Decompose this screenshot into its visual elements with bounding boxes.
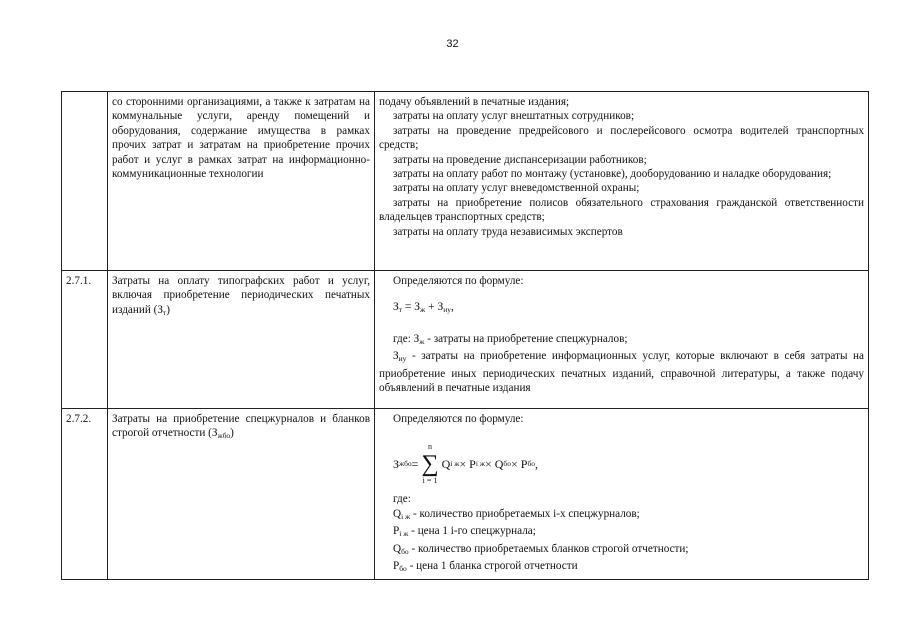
row-number-cell <box>62 92 108 271</box>
row-number-cell: 2.7.2. <box>62 409 108 580</box>
where-line: где: <box>393 493 411 506</box>
cost-item: затраты на проведение предрейсового и послерейсового осмотра водителей транспортных средств; <box>379 124 864 152</box>
formula-intro: Определяются по формуле: <box>393 275 524 287</box>
cost-description-cell <box>375 271 869 409</box>
cost-item: затраты на приобретение полисов обязательного страхования гражданской ответственности владельцев транспортных средств; <box>379 196 864 224</box>
cost-name-cell: Затраты на приобретение спецжурналов и бланков строгой отчетности $(З_{жбо})$ <box>108 409 375 580</box>
definition-item: $P_{бо}$ - цена 1 бланка строгой отчетности <box>393 560 578 574</box>
cost-description-cell <box>375 92 869 271</box>
definitions-list <box>379 507 864 577</box>
where-line: где: $З_ж$ - затраты на приобретение спецжурналов; <box>393 332 628 346</box>
sigma-symbol: n ∑ i = 1 <box>421 442 439 486</box>
table-row <box>62 92 869 271</box>
definition-item: $Q_{i ж}$ - количество приобретаемых i-х спецжурналов; <box>393 507 640 521</box>
cost-description-cell <box>375 409 869 580</box>
costs-table <box>61 91 869 580</box>
cost-item: затраты на проведение диспансеризации работников; <box>393 153 647 166</box>
page-number: 32 <box>446 38 459 50</box>
cost-name-cell: со сторонними организациями, а также к затратам на коммунальные услуги, аренду помещений и оборудования, содержание имущества в рамках прочих затрат и затратам на приобретение прочих работ и услуг в рамках затрат на информационно-коммуникационные технологии <box>108 92 375 271</box>
cost-name-cell: Затраты на оплату типографских работ и услуг, включая приобретение периодических печатных изданий $(З_т)$ <box>108 271 375 409</box>
table-row <box>62 271 869 409</box>
definition-text: $З_{иу}$ - затраты на приобретение информационных услуг, которые включают в себя затраты на приобретение иных периодических печатных изданий, справочной литературы, а также подачу объявлений в печатные издания <box>379 350 864 395</box>
definition-item: $P_{i ж}$ - цена 1 i-го спецжурнала; <box>393 525 536 539</box>
formula: $З_т = З_ж + З_{иу}$, <box>393 301 454 315</box>
row-number-cell: 2.7.1. <box>62 271 108 409</box>
cost-item: затраты на оплату услуг внештатных сотрудников; <box>393 110 635 123</box>
sum-formula: З жбо = n ∑ i = 1 Q i ж × P i ж × Q бо × P бо , <box>393 442 539 486</box>
table-row <box>62 409 869 580</box>
cost-item: затраты на оплату работ по монтажу (установке), дооборудованию и наладке оборудования; <box>393 168 832 181</box>
cost-item: затраты на оплату услуг вневедомственной охраны; <box>393 182 640 195</box>
cost-item: подачу объявлений в печатные издания; <box>379 96 570 108</box>
formula-intro: Определяются по формуле: <box>393 413 524 425</box>
cost-item: затраты на оплату труда независимых экспертов <box>393 225 623 238</box>
definition-item: $Q_{бо}$ - количество приобретаемых бланков строгой отчетности; <box>393 542 689 556</box>
